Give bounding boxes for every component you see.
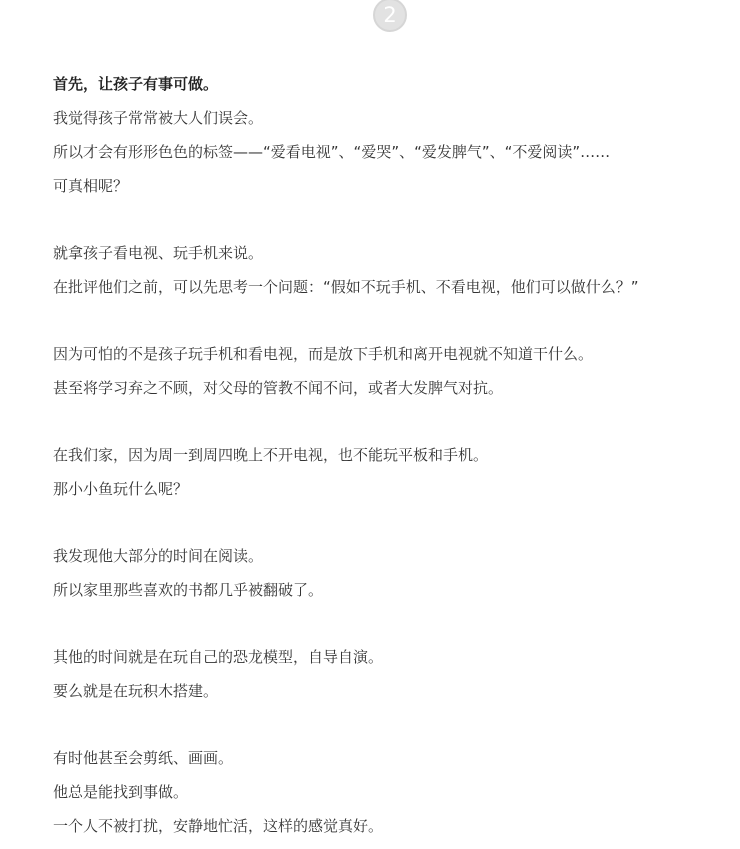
paragraph-line: 因为可怕的不是孩子玩手机和看电视，而是放下手机和离开电视就不知道干什么。 (53, 345, 594, 363)
paragraph-line: 甚至将学习弃之不顾，对父母的管教不闻不问，或者大发脾气对抗。 (53, 379, 504, 397)
page-number-badge (373, 0, 407, 32)
paragraph-line: 其他的时间就是在玩自己的恐龙模型，自导自演。 (53, 648, 384, 666)
paragraph-spacer (53, 714, 737, 747)
paragraph-line: 我觉得孩子常常被大人们误会。 (53, 109, 264, 127)
paragraph-line: 所以家里那些喜欢的书都几乎被翻破了。 (53, 581, 324, 599)
article-body (53, 73, 737, 849)
paragraph-line: 所以才会有形形色色的标签——“爱看电视”、“爱哭”、“爱发脾气”、“不爱阅读”…… (53, 143, 611, 161)
paragraph-line: 他总是能找到事做。 (53, 783, 189, 801)
paragraph-spacer (53, 209, 737, 242)
paragraph-line: 那小小鱼玩什么呢？ (53, 480, 189, 498)
paragraph-line: 可真相呢？ (53, 177, 129, 195)
paragraph-line: 有时他甚至会剪纸、画画。 (53, 749, 234, 767)
paragraph-spacer (53, 310, 737, 343)
paragraph-line: 要么就是在玩积木搭建。 (53, 682, 219, 700)
paragraph-spacer (53, 512, 737, 545)
paragraph-line: 在批评他们之前，可以先思考一个问题：“假如不玩手机、不看电视，他们可以做什么？” (53, 278, 639, 296)
section-heading: 首先，让孩子有事可做。 (53, 75, 219, 93)
paragraph-line: 在我们家，因为周一到周四晚上不开电视，也不能玩平板和手机。 (53, 446, 489, 464)
paragraph-line: 就拿孩子看电视、玩手机来说。 (53, 244, 264, 262)
paragraph-spacer (53, 613, 737, 646)
paragraph-line: 一个人不被打扰，安静地忙活，这样的感觉真好。 (53, 817, 384, 835)
paragraph-spacer (53, 411, 737, 444)
page-number: 2 (383, 2, 397, 27)
paragraph-line: 我发现他大部分的时间在阅读。 (53, 547, 264, 565)
